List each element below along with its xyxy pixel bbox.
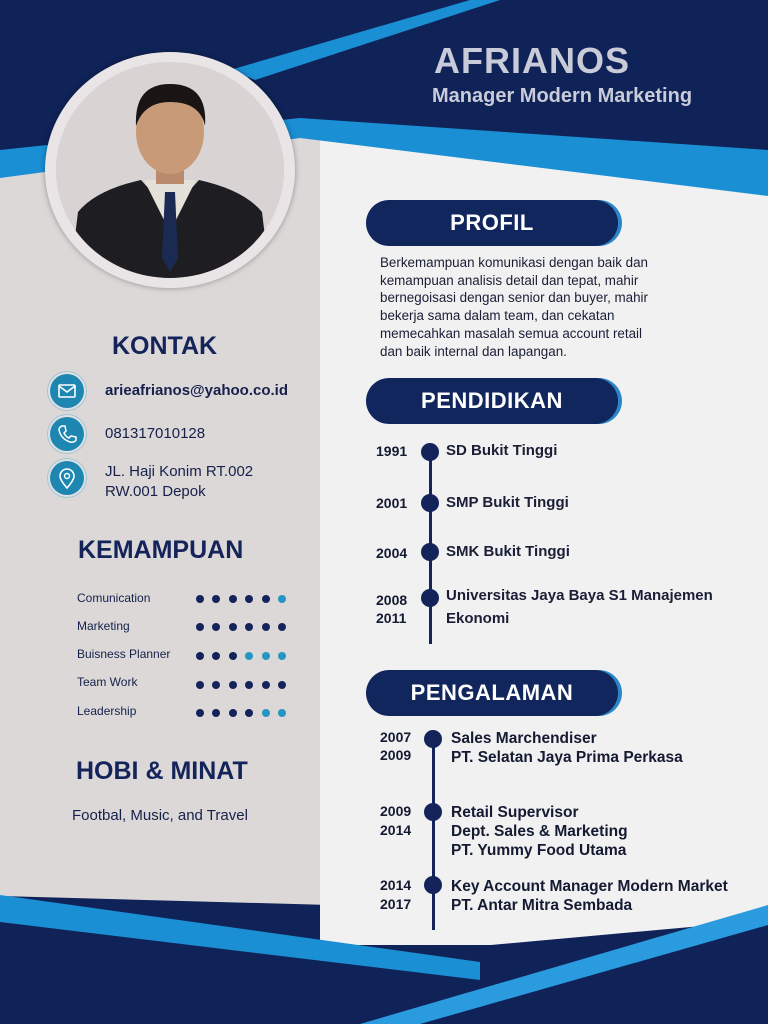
rating-dot-filled xyxy=(196,709,204,717)
hobbies-text: Footbal, Music, and Travel xyxy=(72,807,248,824)
rating-dot-filled xyxy=(196,681,204,689)
contact-address-line1: JL. Haji Konim RT.002 xyxy=(105,463,254,480)
experience-role: Retail Supervisor xyxy=(451,804,579,821)
experience-department: Dept. Sales & Marketing xyxy=(451,823,628,840)
skill-rating xyxy=(196,652,292,660)
timeline-dot xyxy=(424,730,442,748)
contact-phone[interactable]: 081317010128 xyxy=(105,425,206,442)
rating-dot-filled xyxy=(212,681,220,689)
rating-dot-filled xyxy=(245,595,253,603)
rating-dot-filled xyxy=(229,652,237,660)
timeline-dot xyxy=(421,543,439,561)
rating-dot-empty xyxy=(245,652,253,660)
rating-dot-filled xyxy=(196,623,204,631)
skills-title: KEMAMPUAN xyxy=(78,536,244,564)
experience-year-end: 2009 xyxy=(380,747,412,763)
rating-dot-filled xyxy=(229,595,237,603)
timeline-dot xyxy=(421,494,439,512)
education-school-line2: Ekonomi xyxy=(446,610,510,627)
profile-line: memecahkan masalah semua account retail xyxy=(380,325,642,341)
contact-title: KONTAK xyxy=(112,332,218,360)
skill-rating xyxy=(196,595,292,603)
education-school: Universitas Jaya Baya S1 Manajemen xyxy=(446,587,713,604)
rating-dot-filled xyxy=(196,595,204,603)
education-year: 2004 xyxy=(376,545,408,561)
hobbies-title: HOBI & MINAT xyxy=(76,757,248,785)
profile-line: dan baik internal dan lapangan. xyxy=(380,343,567,359)
experience-timeline-line xyxy=(432,736,435,930)
rating-dot-filled xyxy=(278,623,286,631)
profile-photo xyxy=(56,62,284,278)
experience-year-end: 2017 xyxy=(380,896,412,912)
rating-dot-filled xyxy=(278,681,286,689)
job-title: Manager Modern Marketing xyxy=(432,85,693,107)
rating-dot-filled xyxy=(229,623,237,631)
education-year: 2001 xyxy=(376,495,408,511)
experience-company: PT. Antar Mitra Sembada xyxy=(451,897,633,914)
rating-dot-filled xyxy=(245,709,253,717)
rating-dot-filled xyxy=(212,709,220,717)
rating-dot-filled xyxy=(196,652,204,660)
rating-dot-empty xyxy=(278,652,286,660)
experience-year: 2009 xyxy=(380,803,412,819)
experience-section-header: PENGALAMAN xyxy=(366,670,618,716)
envelope-icon xyxy=(50,374,84,408)
timeline-dot xyxy=(421,589,439,607)
experience-company: PT. Selatan Jaya Prima Perkasa xyxy=(451,749,683,766)
rating-dot-filled xyxy=(212,623,220,631)
contact-address-line2: RW.001 Depok xyxy=(105,483,206,500)
profile-line: kemampuan analisis detail dan tepat, mahir xyxy=(380,272,639,288)
skill-rating xyxy=(196,681,292,689)
skill-label: Marketing xyxy=(77,619,130,633)
education-section-header: PENDIDIKAN xyxy=(366,378,618,424)
skill-rating xyxy=(196,623,292,631)
profile-line: bekerja sama dalam team, dan cekatan xyxy=(380,308,615,324)
phone-icon xyxy=(50,417,84,451)
skill-rating xyxy=(196,709,292,717)
education-school: SMP Bukit Tinggi xyxy=(446,494,569,511)
rating-dot-empty xyxy=(278,709,286,717)
rating-dot-filled xyxy=(212,595,220,603)
education-year-end: 2011 xyxy=(376,610,407,626)
education-year: 1991 xyxy=(376,443,408,459)
profile-line: bernegoisasi dengan senior dan buyer, mahir xyxy=(380,290,648,306)
rating-dot-filled xyxy=(212,652,220,660)
experience-company: PT. Yummy Food Utama xyxy=(451,842,627,859)
rating-dot-filled xyxy=(262,681,270,689)
timeline-dot xyxy=(424,803,442,821)
rating-dot-filled xyxy=(262,595,270,603)
experience-role: Sales Marchendiser xyxy=(451,730,597,747)
timeline-dot xyxy=(421,443,439,461)
candidate-name: AFRIANOS xyxy=(434,40,630,81)
education-school: SD Bukit Tinggi xyxy=(446,442,558,459)
skill-label: Leadership xyxy=(77,704,137,718)
skill-label: Team Work xyxy=(77,675,138,689)
person-portrait-icon xyxy=(56,62,284,278)
profile-description xyxy=(380,254,730,360)
rating-dot-filled xyxy=(229,681,237,689)
timeline-dot xyxy=(424,876,442,894)
profile-line: Berkemampuan komunikasi dengan baik dan xyxy=(380,255,648,270)
education-school: SMK Bukit Tinggi xyxy=(446,543,570,560)
experience-role: Key Account Manager Modern Market xyxy=(451,878,728,895)
location-pin-icon xyxy=(50,461,84,495)
rating-dot-filled xyxy=(245,681,253,689)
experience-year-end: 2014 xyxy=(380,822,412,838)
rating-dot-empty xyxy=(262,652,270,660)
skill-label: Comunication xyxy=(77,591,151,605)
rating-dot-filled xyxy=(245,623,253,631)
experience-year: 2014 xyxy=(380,877,412,893)
contact-email[interactable]: arieafrianos@yahoo.co.id xyxy=(105,382,289,399)
experience-year: 2007 xyxy=(380,729,412,745)
rating-dot-empty xyxy=(278,595,286,603)
rating-dot-filled xyxy=(229,709,237,717)
skill-label: Buisness Planner xyxy=(77,647,171,661)
rating-dot-filled xyxy=(262,623,270,631)
rating-dot-empty xyxy=(262,709,270,717)
education-year: 2008 xyxy=(376,592,408,608)
profile-section-header: PROFIL xyxy=(366,200,618,246)
